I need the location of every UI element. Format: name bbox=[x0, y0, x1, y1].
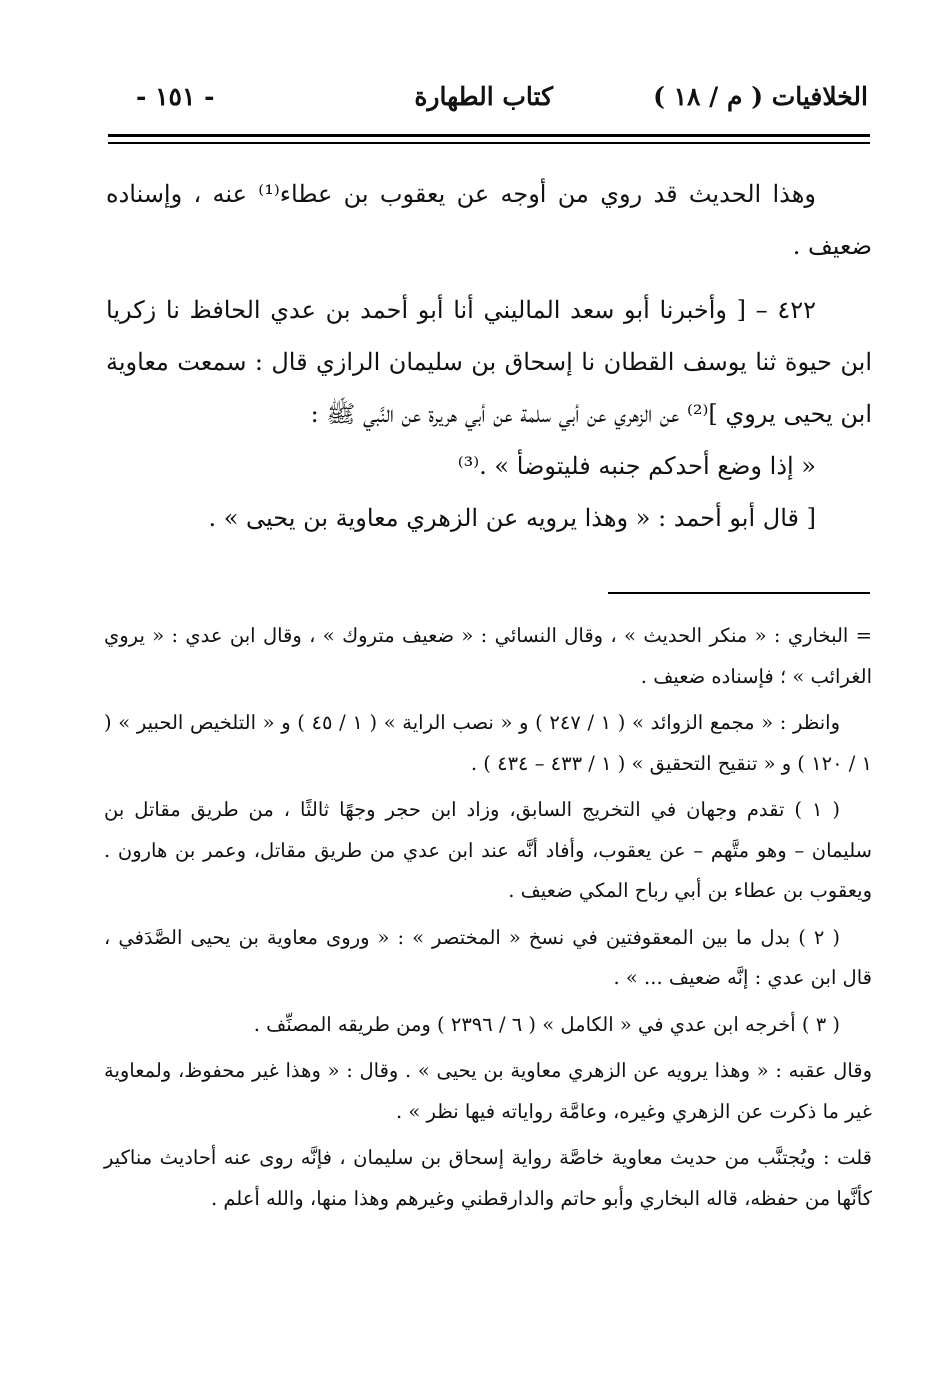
hadith-422: ٤٢٢ – [ وأخبرنا أبو سعد الماليني أنا أبو أحمد بن عدي الحافظ نا زكريا ابن حيوة ثنا يوسف القطان نا إسحاق بن سليمان الرازي قال : سمعت معاوية ابن يحيى يروي ]⁽²⁾ عن الزهري عن أبي سلمة عن أبي هريرة عن النَّبي ﷺ : bbox=[106, 296, 872, 428]
page-number: - ١٥١ - bbox=[136, 82, 215, 111]
footnote-3-note: قلت : ويُجتنَّب من حديث معاوية خاصَّة رواية إسحاق بن سليمان ، فإنَّه روى عنه أحاديث مناكير كأنَّها من حفظه، قاله البخاري وأبو حاتم والدارقطني وغيرهم وهذا منها، والله أعلم . bbox=[104, 1146, 872, 1210]
footnote-3: ( ٣ ) أخرجه ابن عدي في « الكامل » ( ٦ / ٢٣٩٦ ) ومن طريقه المصنِّف . bbox=[253, 1012, 840, 1036]
hadith-text: « إذا وضع أحدكم جنبه فليتوضأ » .⁽³⁾ bbox=[457, 452, 816, 480]
header-rule-thick bbox=[108, 134, 870, 137]
footnote-3-comment: وقال عقبه : « وهذا يرويه عن الزهري معاوية بن يحيى » . وقال : « وهذا غير محفوظ، ولمعاوية غير ما ذكرت عن الزهري وغيره، وعامَّة رواياته فيها نظر » . bbox=[104, 1059, 872, 1123]
book-title: الخلافيات ( م / ١٨ ) bbox=[653, 82, 868, 111]
footnotes bbox=[104, 616, 872, 1225]
footnote-1: ( ١ ) تقدم وجهان في التخريج السابق، وزاد ابن حجر وجهًا ثالثًا ، من طريق مقاتل بن سليمان – وهو متَّهم – عن يعقوب، وأفاد أنَّه عند ابن عدي من طريق مقاتل، وعمر بن هارون . ويعقوب بن عطاء بن أبي رباح المكي ضعيف . bbox=[104, 798, 872, 902]
header-rule-thin bbox=[108, 142, 870, 144]
main-text bbox=[106, 168, 872, 544]
paragraph-4: [ قال أبو أحمد : « وهذا يرويه عن الزهري معاوية بن يحيى » . bbox=[208, 504, 816, 532]
running-header bbox=[108, 82, 868, 122]
section-title: كتاب الطهارة bbox=[414, 82, 553, 111]
footnote-continued: = البخاري : « منكر الحديث » ، وقال النسائي : « ضعيف متروك » ، وقال ابن عدي : « يروي الغرائب » ؛ فإسناده ضعيف . bbox=[104, 624, 872, 688]
footnote-separator bbox=[608, 592, 870, 594]
footnote-2: ( ٢ ) بدل ما بين المعقوفتين في نسخ « المختصر » : « وروى معاوية بن يحيى الصَّدَفي ، قال ابن عدي : إنَّه ضعيف ... » . bbox=[104, 925, 872, 989]
footnote-see-also: وانظر : « مجمع الزوائد » ( ١ / ٢٤٧ ) و « نصب الراية » ( ١ / ٤٥ ) و « التلخيص الحبير » ( ١ / ١٢٠ ) و « تنقيح التحقيق » ( ١ / ٤٣٣ – ٤٣٤ ) . bbox=[104, 711, 872, 775]
paragraph-1: وهذا الحديث قد روي من أوجه عن يعقوب بن عطاء⁽¹⁾ عنه ، وإسناده ضعيف . bbox=[106, 180, 872, 260]
